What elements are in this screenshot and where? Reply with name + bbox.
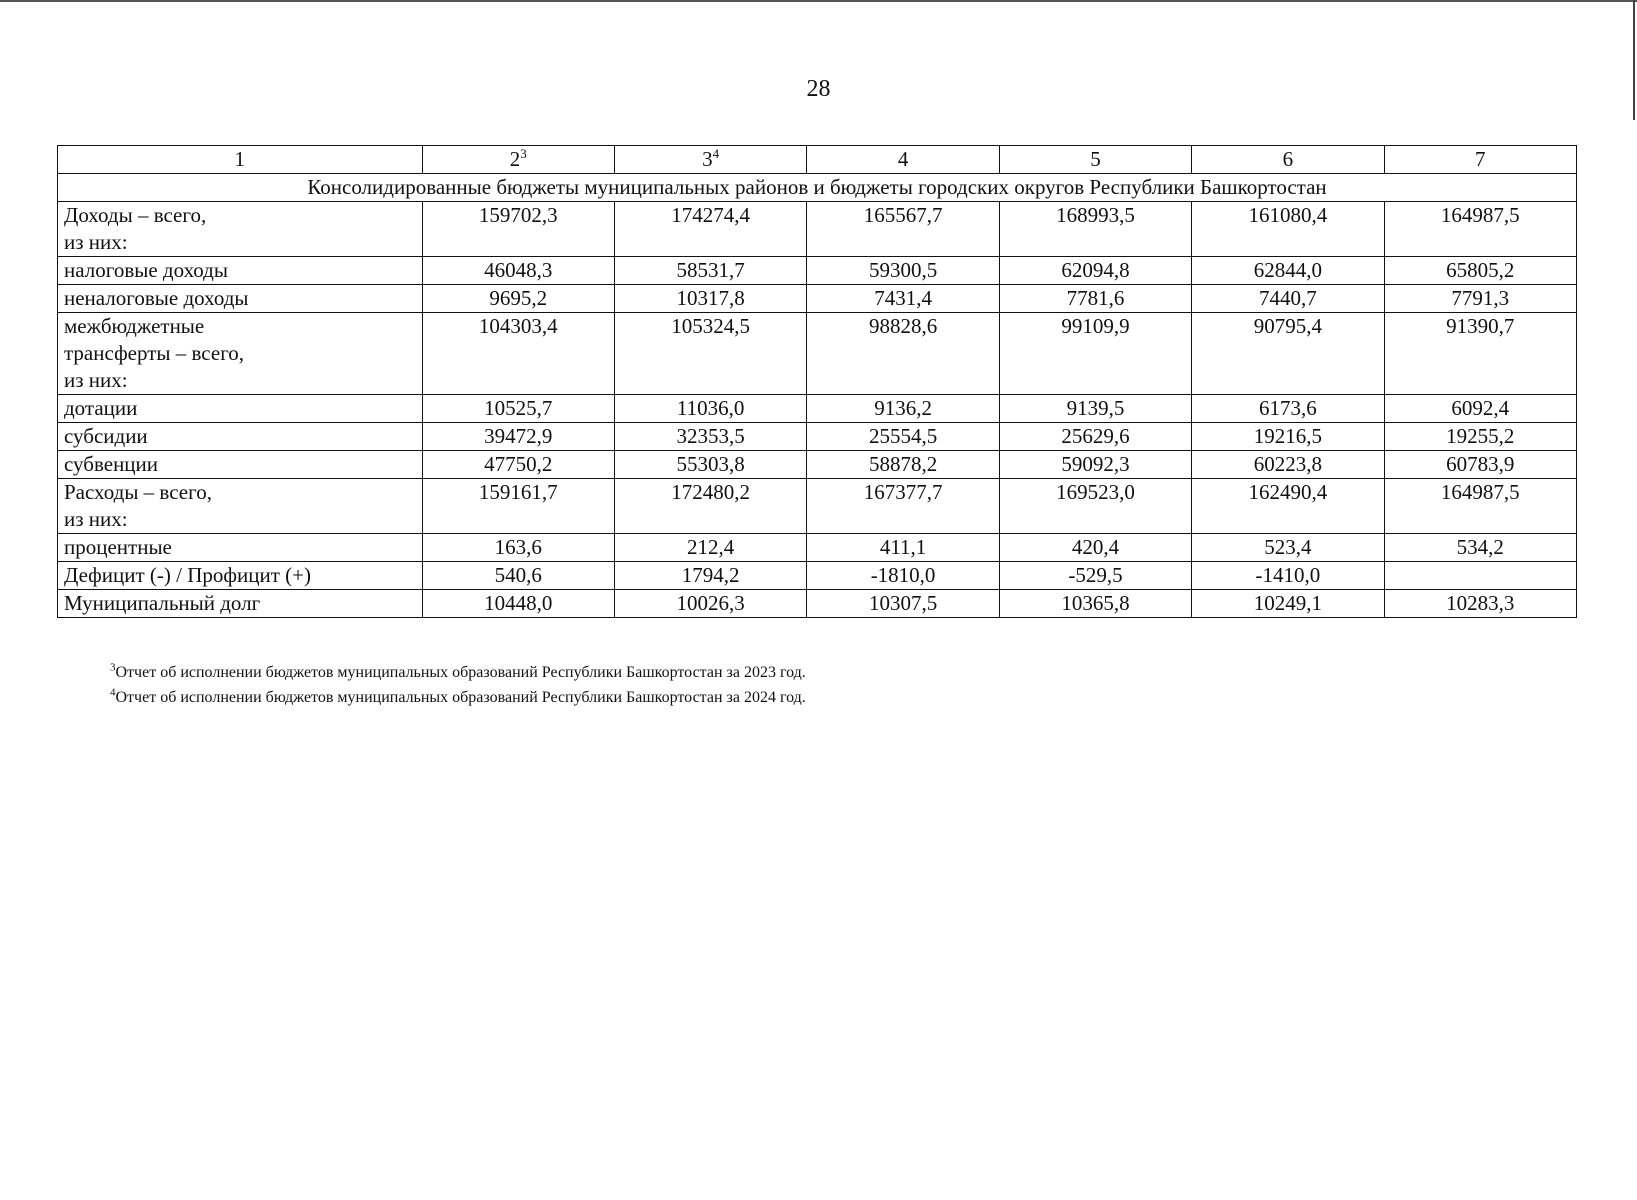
row-label-line: Дефицит (-) / Профицит (+)	[64, 563, 311, 587]
column-number-text: 6	[1282, 147, 1294, 171]
table-row	[58, 534, 1577, 562]
row-label	[58, 202, 423, 257]
section-title: Консолидированные бюджеты муниципальных районов и бюджеты городских округов Республики Башкортостан	[58, 174, 1577, 202]
value-cell: 10026,3	[614, 590, 806, 618]
row-label-line: субсидии	[64, 424, 148, 448]
table-row	[58, 313, 1577, 395]
value-cell: 19216,5	[1192, 423, 1384, 451]
value-cell: 7791,3	[1384, 285, 1576, 313]
row-label	[58, 562, 423, 590]
footnote-text: Отчет об исполнении бюджетов муниципальных образований Республики Башкортостан за 2023 год.	[115, 664, 806, 681]
footnote	[110, 685, 806, 710]
value-cell: 534,2	[1384, 534, 1576, 562]
row-label-line: межбюджетные	[64, 314, 205, 338]
column-number-1	[58, 146, 423, 174]
value-cell: 168993,5	[999, 202, 1191, 257]
value-cell: 65805,2	[1384, 257, 1576, 285]
column-number-text: 1	[234, 147, 246, 171]
row-label-line: налоговые доходы	[64, 258, 228, 282]
footnote-reference: 3	[520, 146, 527, 161]
value-cell: -1810,0	[807, 562, 999, 590]
row-label-line: из них:	[64, 368, 128, 392]
table-row	[58, 451, 1577, 479]
value-cell: 60783,9	[1384, 451, 1576, 479]
row-label-line: Муниципальный долг	[64, 591, 261, 615]
value-cell: 161080,4	[1192, 202, 1384, 257]
value-cell: 164987,5	[1384, 479, 1576, 534]
value-cell: 25629,6	[999, 423, 1191, 451]
budget-table	[57, 145, 1577, 618]
column-number-6	[1192, 146, 1384, 174]
row-label	[58, 257, 423, 285]
row-label-line: из них:	[64, 230, 128, 254]
value-cell: 7440,7	[1192, 285, 1384, 313]
value-cell: 62844,0	[1192, 257, 1384, 285]
column-number-text: 7	[1475, 147, 1486, 171]
value-cell: 9139,5	[999, 395, 1191, 423]
row-label	[58, 451, 423, 479]
value-cell: 411,1	[807, 534, 999, 562]
footnote-reference: 4	[712, 146, 720, 161]
value-cell: 169523,0	[999, 479, 1191, 534]
value-cell: 25554,5	[807, 423, 999, 451]
row-label-line: трансферты – всего,	[64, 341, 245, 365]
value-cell: 91390,7	[1384, 313, 1576, 395]
value-cell: 11036,0	[614, 395, 806, 423]
value-cell: 58531,7	[614, 257, 806, 285]
column-number-text: 5	[1090, 147, 1101, 171]
row-label	[58, 534, 423, 562]
value-cell: 6092,4	[1384, 395, 1576, 423]
value-cell: 10365,8	[999, 590, 1191, 618]
row-label	[58, 313, 423, 395]
value-cell: 212,4	[614, 534, 806, 562]
value-cell: 10307,5	[807, 590, 999, 618]
value-cell: 39472,9	[422, 423, 614, 451]
column-number-text: 4	[897, 147, 909, 171]
footnotes	[110, 660, 806, 710]
row-label-line: субвенции	[64, 452, 159, 476]
value-cell: 104303,4	[422, 313, 614, 395]
row-label-line: дотации	[64, 396, 138, 420]
value-cell: 165567,7	[807, 202, 999, 257]
table-row	[58, 423, 1577, 451]
value-cell: 46048,3	[422, 257, 614, 285]
value-cell: 32353,5	[614, 423, 806, 451]
value-cell: 62094,8	[999, 257, 1191, 285]
row-label-line: из них:	[64, 507, 128, 531]
value-cell: 105324,5	[614, 313, 806, 395]
value-cell: 420,4	[999, 534, 1191, 562]
section-title-row	[58, 174, 1577, 202]
value-cell: 10283,3	[1384, 590, 1576, 618]
value-cell: 60223,8	[1192, 451, 1384, 479]
value-cell: 9136,2	[807, 395, 999, 423]
table-row	[58, 562, 1577, 590]
value-cell: 98828,6	[807, 313, 999, 395]
column-number-row	[58, 146, 1577, 174]
footnote	[110, 660, 806, 685]
column-number-4	[807, 146, 999, 174]
value-cell: 55303,8	[614, 451, 806, 479]
value-cell: 58878,2	[807, 451, 999, 479]
column-number-7	[1384, 146, 1576, 174]
row-label-line: процентные	[64, 535, 172, 559]
value-cell: 172480,2	[614, 479, 806, 534]
value-cell: 10249,1	[1192, 590, 1384, 618]
value-cell: 90795,4	[1192, 313, 1384, 395]
table-row	[58, 479, 1577, 534]
row-label	[58, 423, 423, 451]
top-border-line	[0, 0, 1637, 2]
value-cell: -1410,0	[1192, 562, 1384, 590]
column-number-text: 2	[509, 147, 521, 171]
row-label	[58, 479, 423, 534]
value-cell: 59300,5	[807, 257, 999, 285]
column-number-3	[614, 146, 806, 174]
page-number: 28	[806, 76, 831, 102]
column-number-text: 3	[702, 147, 713, 171]
column-number-2	[422, 146, 614, 174]
footnote-mark: 3	[110, 661, 116, 674]
column-number-5	[999, 146, 1191, 174]
row-label	[58, 590, 423, 618]
value-cell: 10448,0	[422, 590, 614, 618]
value-cell: 174274,4	[614, 202, 806, 257]
row-label-line: неналоговые доходы	[64, 286, 249, 310]
value-cell: -529,5	[999, 562, 1191, 590]
footnote-text: Отчет об исполнении бюджетов муниципальных образований Республики Башкортостан за 2024 год.	[115, 689, 806, 706]
value-cell: 163,6	[422, 534, 614, 562]
value-cell: 10317,8	[614, 285, 806, 313]
table-body	[58, 146, 1577, 618]
value-cell: 99109,9	[999, 313, 1191, 395]
value-cell: 47750,2	[422, 451, 614, 479]
value-cell: 7431,4	[807, 285, 999, 313]
value-cell: 523,4	[1192, 534, 1384, 562]
table-row	[58, 395, 1577, 423]
table-row	[58, 285, 1577, 313]
row-label	[58, 395, 423, 423]
value-cell: 540,6	[422, 562, 614, 590]
table-row	[58, 257, 1577, 285]
row-label-line: Доходы – всего,	[64, 203, 207, 227]
value-cell: 7781,6	[999, 285, 1191, 313]
value-cell: 162490,4	[1192, 479, 1384, 534]
value-cell: 19255,2	[1384, 423, 1576, 451]
footnote-mark: 4	[110, 686, 116, 699]
value-cell: 164987,5	[1384, 202, 1576, 257]
value-cell: 167377,7	[807, 479, 999, 534]
value-cell: 59092,3	[999, 451, 1191, 479]
row-label	[58, 285, 423, 313]
row-label-line: Расходы – всего,	[64, 480, 212, 504]
value-cell: 10525,7	[422, 395, 614, 423]
value-cell: 1794,2	[614, 562, 806, 590]
value-cell: 9695,2	[422, 285, 614, 313]
value-cell: 159702,3	[422, 202, 614, 257]
table-row	[58, 590, 1577, 618]
value-cell: 6173,6	[1192, 395, 1384, 423]
table-row	[58, 202, 1577, 257]
value-cell: 159161,7	[422, 479, 614, 534]
value-cell	[1384, 562, 1576, 590]
